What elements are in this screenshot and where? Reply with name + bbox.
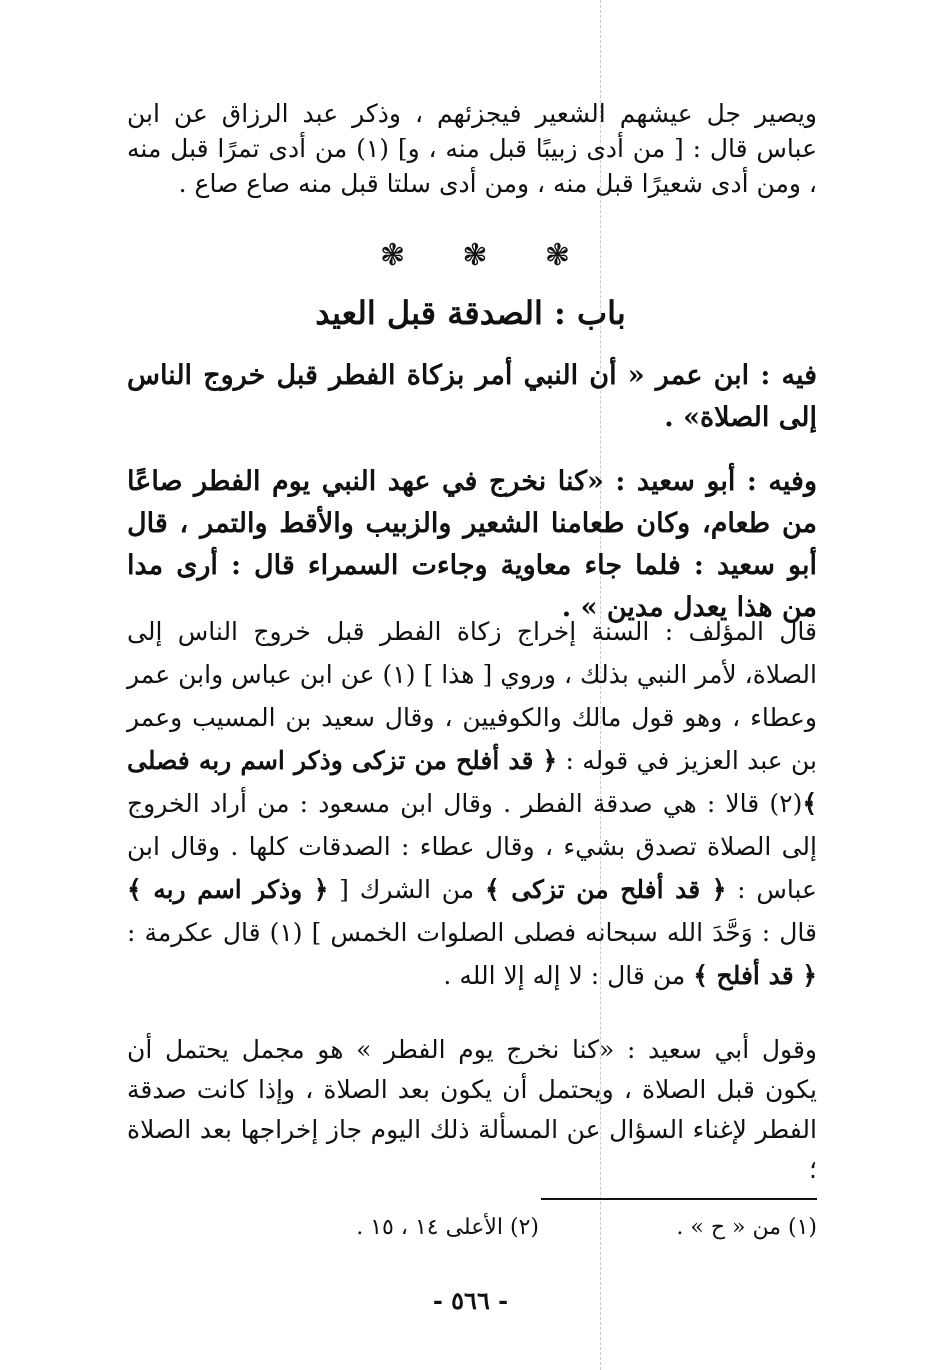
commentary-text: (٢) قالا : هي صدقة الفطر . وقال ابن مسعود : من أراد الخروج إلى الصلاة تصدق بشيء ، وقال عطاء : الصدقات كلها . وقال ابن عباس :	[127, 789, 817, 904]
separator-star-icon: ❃	[544, 238, 570, 273]
separator-star-icon: ❃	[380, 238, 406, 273]
closing-paragraph: وقول أبي سعيد : «كنا نخرج يوم الفطر » هو مجمل يحتمل أن يكون قبل الصلاة ، ويحتمل أن يكون بعد الصلاة ، وإذا كانت صدقة الفطر لإغناء السؤال عن المسألة ذلك اليوم جاز إخراجها بعد الصلاة ؛	[127, 1035, 817, 1184]
page-number: - ٥٦٦ -	[432, 1286, 509, 1315]
section-separator	[380, 238, 570, 273]
commentary-text: قال المؤلف : السنة إخراج زكاة الفطر قبل خروج الناس إلى الصلاة، لأمر النبي بذلك ، وروي [ هذا ] (١) عن ابن عباس وابن عمر وعطاء ، وهو قول مالك والكوفيين ، وقال سعيد بن المسيب وعمر بن عبد العزيز في قوله :	[127, 617, 818, 775]
quran-quote: ﴿ قد أفلح من تزكى وذكر اسم ربه فصلى ﴾	[127, 746, 817, 818]
quran-quote: ﴿ وذكر اسم ربه ﴾	[127, 875, 329, 904]
commentary-text: قال : وَحَّدَ الله سبحانه فصلى الصلوات الخمس ] (١) قال عكرمة :	[127, 918, 817, 947]
separator-star-icon: ❃	[462, 238, 488, 273]
quran-quote: ﴿ قد أفلح ﴾	[693, 961, 817, 990]
hadith-ibn-umar: فيه : ابن عمر « أن النبي أمر بزكاة الفطر قبل خروج الناس إلى الصلاة» .	[127, 360, 817, 433]
author-commentary	[127, 610, 817, 997]
commentary-text: من قال : لا إله إلا الله .	[443, 961, 694, 990]
footnote-divider	[541, 1198, 817, 1200]
quran-quote: ﴿ قد أفلح من تزكى ﴾	[485, 875, 727, 904]
chapter-title: باب : الصدقة قبل العيد	[315, 294, 626, 332]
commentary-text: من الشرك [	[328, 875, 485, 904]
footnote-2: (٢) الأعلى ١٤ ، ١٥ .	[356, 1215, 539, 1240]
opening-paragraph: ويصير جل عيشهم الشعير فيجزئهم ، وذكر عبد الرزاق عن ابن عباس قال : [ من أدى زبيبًا قبل منه ، و] (١) من أدى تمرًا قبل منه ، ومن أدى شعيرًا قبل منه ، ومن أدى سلتا قبل منه صاع صاع .	[127, 99, 817, 198]
hadith-abu-said: وفيه : أبو سعيد : «كنا نخرج في عهد النبي يوم الفطر صاعًا من طعام، وكان طعامنا الشعير والزبيب والأقط والتمر ، قال أبو سعيد : فلما جاء معاوية وجاءت السمراء قال : أرى مدا من هذا يعدل مدين » .	[127, 466, 817, 623]
footnote-1: (١) من « ح » .	[676, 1215, 817, 1240]
